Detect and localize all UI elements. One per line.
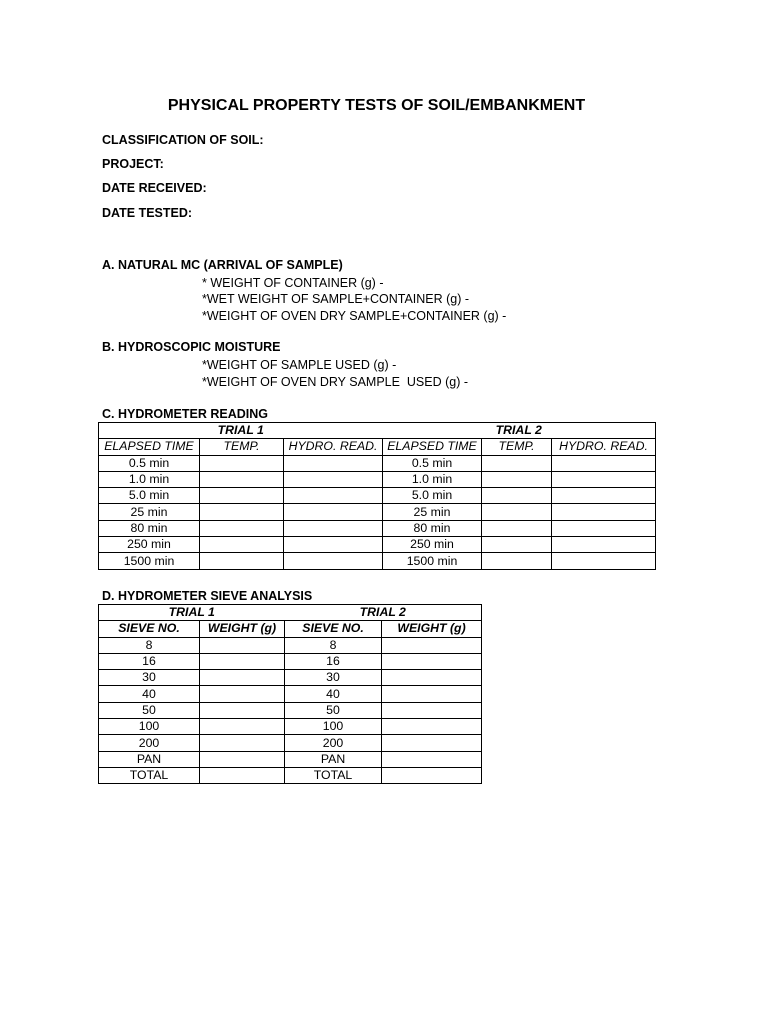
section-a-line: *WET WEIGHT OF SAMPLE+CONTAINER (g) - [202, 292, 470, 306]
temp-cell[interactable] [200, 553, 284, 569]
column-header-row [99, 621, 482, 637]
table-row [99, 471, 656, 487]
weight-cell[interactable] [200, 767, 285, 783]
elapsed-time-cell: 0.5 min [99, 455, 200, 471]
weight-cell[interactable] [200, 637, 285, 653]
elapsed-time-cell: 5.0 min [99, 488, 200, 504]
hydro-read-cell[interactable] [284, 504, 383, 520]
weight-cell[interactable] [382, 719, 482, 735]
hydro-read-cell[interactable] [284, 553, 383, 569]
hydro-read-cell[interactable] [552, 537, 656, 553]
section-b-line: *WEIGHT OF OVEN DRY SAMPLE USED (g) - [202, 375, 469, 389]
elapsed-time-cell: 80 min [99, 520, 200, 536]
hydro-read-cell[interactable] [552, 488, 656, 504]
sieve-no-cell: 40 [285, 686, 382, 702]
section-b-heading: B. HYDROSCOPIC MOISTURE [102, 340, 281, 354]
weight-cell[interactable] [200, 653, 285, 669]
weight-cell[interactable] [200, 702, 285, 718]
column-header-row [99, 439, 656, 455]
column-header: SIEVE NO. [285, 621, 382, 637]
page-title: PHYSICAL PROPERTY TESTS OF SOIL/EMBANKMENT [167, 97, 586, 114]
section-a-heading: A. NATURAL MC (ARRIVAL OF SAMPLE) [102, 258, 343, 272]
column-header: HYDRO. READ. [284, 439, 383, 455]
table-row [99, 751, 482, 767]
sieve-no-cell: 8 [99, 637, 200, 653]
date-received-field-label: DATE RECEIVED: [102, 181, 207, 195]
elapsed-time-cell: 80 min [383, 520, 482, 536]
sieve-no-cell: 16 [285, 653, 382, 669]
sieve-no-cell: 50 [99, 702, 200, 718]
temp-cell[interactable] [482, 504, 552, 520]
sieve-no-cell: 200 [99, 735, 200, 751]
column-header: ELAPSED TIME [383, 439, 482, 455]
table-row [99, 537, 656, 553]
weight-cell[interactable] [382, 653, 482, 669]
table-row [99, 488, 656, 504]
sieve-no-cell: PAN [99, 751, 200, 767]
column-header: TEMP. [482, 439, 552, 455]
column-header: WEIGHT (g) [382, 621, 482, 637]
column-header: SIEVE NO. [99, 621, 200, 637]
section-d-heading: D. HYDROMETER SIEVE ANALYSIS [102, 589, 313, 603]
trial-1-label: TRIAL 1 [99, 423, 383, 439]
temp-cell[interactable] [482, 471, 552, 487]
hydro-read-cell[interactable] [552, 471, 656, 487]
hydro-read-cell[interactable] [284, 488, 383, 504]
hydro-read-cell[interactable] [552, 520, 656, 536]
temp-cell[interactable] [482, 537, 552, 553]
temp-cell[interactable] [200, 537, 284, 553]
hydrometer-reading-table [98, 422, 656, 570]
table-row [99, 719, 482, 735]
weight-cell[interactable] [200, 735, 285, 751]
weight-cell[interactable] [382, 702, 482, 718]
sieve-no-cell: PAN [285, 751, 382, 767]
column-header: HYDRO. READ. [552, 439, 656, 455]
sieve-analysis-table [98, 604, 482, 784]
trial-header-row [99, 605, 482, 621]
elapsed-time-cell: 1.0 min [383, 471, 482, 487]
temp-cell[interactable] [200, 520, 284, 536]
weight-cell[interactable] [382, 637, 482, 653]
table-row [99, 702, 482, 718]
table-row [99, 504, 656, 520]
table-row [99, 520, 656, 536]
table-row [99, 767, 482, 783]
hydro-read-cell[interactable] [284, 520, 383, 536]
temp-cell[interactable] [482, 553, 552, 569]
elapsed-time-cell: 1.0 min [99, 471, 200, 487]
column-header: WEIGHT (g) [200, 621, 285, 637]
weight-cell[interactable] [382, 686, 482, 702]
classification-field-label: CLASSIFICATION OF SOIL: [102, 133, 264, 147]
elapsed-time-cell: 25 min [99, 504, 200, 520]
section-a-line: *WEIGHT OF OVEN DRY SAMPLE+CONTAINER (g) - [202, 309, 507, 323]
elapsed-time-cell: 1500 min [99, 553, 200, 569]
weight-cell[interactable] [200, 686, 285, 702]
table-row [99, 735, 482, 751]
section-c-heading: C. HYDROMETER READING [102, 407, 268, 421]
sieve-no-cell: 16 [99, 653, 200, 669]
hydro-read-cell[interactable] [552, 553, 656, 569]
sieve-no-cell: 8 [285, 637, 382, 653]
sieve-no-cell: 50 [285, 702, 382, 718]
trial-2-label: TRIAL 2 [285, 605, 482, 621]
weight-cell[interactable] [382, 767, 482, 783]
trial-header-row [99, 423, 656, 439]
temp-cell[interactable] [200, 471, 284, 487]
sieve-no-cell: 40 [99, 686, 200, 702]
sieve-no-cell: TOTAL [285, 767, 382, 783]
column-header: TEMP. [200, 439, 284, 455]
hydro-read-cell[interactable] [284, 537, 383, 553]
elapsed-time-cell: 250 min [99, 537, 200, 553]
trial-2-label: TRIAL 2 [383, 423, 656, 439]
weight-cell[interactable] [382, 735, 482, 751]
elapsed-time-cell: 250 min [383, 537, 482, 553]
table-row [99, 455, 656, 471]
temp-cell[interactable] [482, 520, 552, 536]
hydro-read-cell[interactable] [284, 471, 383, 487]
temp-cell[interactable] [200, 504, 284, 520]
section-a-line: * WEIGHT OF CONTAINER (g) - [202, 276, 384, 290]
temp-cell[interactable] [482, 455, 552, 471]
hydro-read-cell[interactable] [552, 504, 656, 520]
date-tested-field-label: DATE TESTED: [102, 206, 193, 220]
elapsed-time-cell: 0.5 min [383, 455, 482, 471]
table-row [99, 637, 482, 653]
weight-cell[interactable] [200, 751, 285, 767]
trial-1-label: TRIAL 1 [99, 605, 285, 621]
temp-cell[interactable] [200, 455, 284, 471]
sieve-no-cell: 200 [285, 735, 382, 751]
section-b-line: *WEIGHT OF SAMPLE USED (g) - [202, 358, 397, 372]
weight-cell[interactable] [200, 670, 285, 686]
sieve-no-cell: 30 [285, 670, 382, 686]
weight-cell[interactable] [382, 751, 482, 767]
elapsed-time-cell: 5.0 min [383, 488, 482, 504]
sieve-no-cell: 100 [99, 719, 200, 735]
sieve-no-cell: 30 [99, 670, 200, 686]
weight-cell[interactable] [382, 670, 482, 686]
table-row [99, 670, 482, 686]
temp-cell[interactable] [482, 488, 552, 504]
hydro-read-cell[interactable] [552, 455, 656, 471]
hydro-read-cell[interactable] [284, 455, 383, 471]
table-row [99, 553, 656, 569]
project-field-label: PROJECT: [102, 157, 164, 171]
sieve-no-cell: 100 [285, 719, 382, 735]
sieve-no-cell: TOTAL [99, 767, 200, 783]
table-row [99, 686, 482, 702]
weight-cell[interactable] [200, 719, 285, 735]
elapsed-time-cell: 1500 min [383, 553, 482, 569]
column-header: ELAPSED TIME [99, 439, 200, 455]
table-row [99, 653, 482, 669]
temp-cell[interactable] [200, 488, 284, 504]
elapsed-time-cell: 25 min [383, 504, 482, 520]
